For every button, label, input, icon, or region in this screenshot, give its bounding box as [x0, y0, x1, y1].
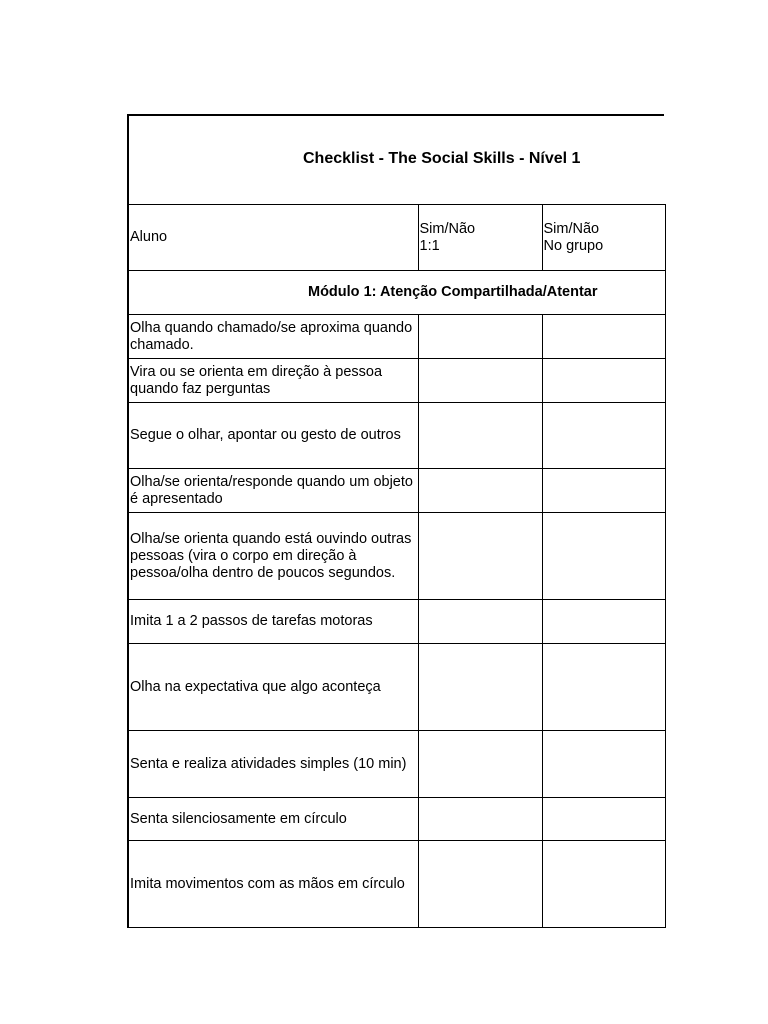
table-row: [128, 469, 665, 513]
table-row: [128, 644, 665, 731]
item-label: Imita 1 a 2 passos de tarefas motoras: [128, 600, 418, 644]
page-title: Checklist - The Social Skills - Nível 1: [303, 150, 581, 167]
group-cell[interactable]: [542, 644, 665, 731]
one-to-one-cell[interactable]: [418, 600, 542, 644]
group-cell[interactable]: [542, 798, 665, 841]
group-cell[interactable]: [542, 315, 665, 359]
one-to-one-cell[interactable]: [418, 513, 542, 600]
item-label: Senta silenciosamente em círculo: [128, 798, 418, 841]
item-label: Vira ou se orienta em direção à pessoa quando faz perguntas: [128, 359, 418, 403]
group-label-line2: No grupo: [543, 237, 604, 254]
table-row: [128, 841, 665, 928]
table-row: [128, 600, 665, 644]
group-label-line1: Sim/Não: [543, 220, 600, 237]
checklist-table: [127, 204, 666, 928]
table-row: [128, 359, 665, 403]
one-to-one-cell[interactable]: [418, 798, 542, 841]
one-to-one-header: [418, 205, 542, 271]
header-row: [128, 205, 665, 271]
one-to-one-cell[interactable]: [418, 315, 542, 359]
student-label: Aluno: [130, 229, 168, 245]
item-label: Olha quando chamado/se aproxima quando chamado.: [128, 315, 418, 359]
title-row: [127, 114, 664, 204]
group-cell[interactable]: [542, 403, 665, 469]
table-row: [128, 798, 665, 841]
module-row: [128, 271, 665, 315]
group-cell[interactable]: [542, 513, 665, 600]
one-to-one-cell[interactable]: [418, 469, 542, 513]
group-cell[interactable]: [542, 469, 665, 513]
item-label: Senta e realiza atividades simples (10 min): [128, 731, 418, 798]
group-cell[interactable]: [542, 841, 665, 928]
item-label: Olha/se orienta/responde quando um objeto é apresentado: [128, 469, 418, 513]
group-cell[interactable]: [542, 359, 665, 403]
item-label: Imita movimentos com as mãos em círculo: [128, 841, 418, 928]
one-to-one-cell[interactable]: [418, 841, 542, 928]
table-row: [128, 315, 665, 359]
one-to-one-label-line1: Sim/Não: [419, 220, 476, 237]
group-cell[interactable]: [542, 731, 665, 798]
group-header: [542, 205, 665, 271]
one-to-one-cell[interactable]: [418, 359, 542, 403]
one-to-one-cell[interactable]: [418, 731, 542, 798]
student-header: [128, 205, 418, 271]
one-to-one-label-line2: 1:1: [419, 237, 440, 254]
item-label: Olha/se orienta quando está ouvindo outras pessoas (vira o corpo em direção à pessoa/olha dentro de poucos segundos.: [128, 513, 418, 600]
one-to-one-cell[interactable]: [418, 403, 542, 469]
item-label: Olha na expectativa que algo aconteça: [128, 644, 418, 731]
table-row: [128, 513, 665, 600]
table-row: [128, 403, 665, 469]
one-to-one-cell[interactable]: [418, 644, 542, 731]
module-heading: [128, 271, 665, 315]
module-title: Módulo 1: Atenção Compartilhada/Atentar: [308, 284, 598, 300]
table-row: [128, 731, 665, 798]
item-label: Segue o olhar, apontar ou gesto de outros: [128, 403, 418, 469]
group-cell[interactable]: [542, 600, 665, 644]
